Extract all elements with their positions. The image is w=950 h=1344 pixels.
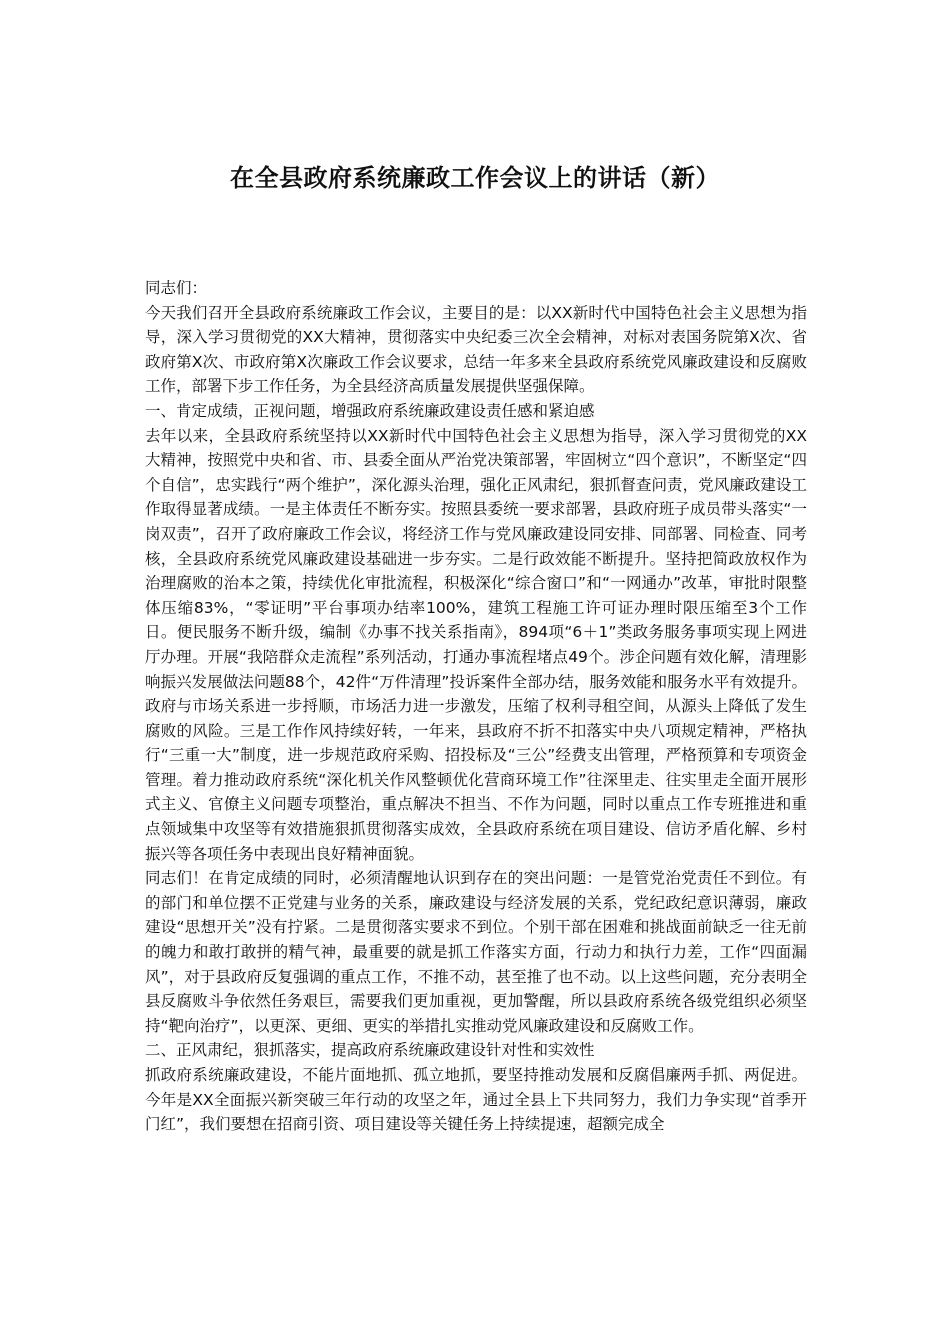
document-title: 在全县政府系统廉政工作会议上的讲话（新）: [230, 164, 720, 192]
problems-paragraph: 同志们！在肯定成绩的同时，必须清醒地认识到存在的突出问题：一是管党治党责任不到位。有的部门和单位摆不正党建与业务的关系，廉政建设与经济发展的关系，党纪政纪意识薄弱，廉政建设“思想开关”没有拧紧。二是贯彻落实要求不到位。个别干部在困难和挑战面前缺乏一往无前的魄力和敢打敢拼的精气神，最重要的就是抓工作落实方面，行动力和执行力差，工作“四面漏风”，对于县政府反复强调的重点工作，不推不动，甚至推了也不动。以上这些问题，充分表明全县反腐败斗争依然任务艰巨，需要我们更加重视，更加警醒，所以县政府系统各级党组织必须坚持“靶向治疗”，以更深、更细、更实的举措扎实推动党风廉政建设和反腐败工作。: [145, 869, 807, 1035]
document-body: [145, 276, 807, 1137]
intro-paragraph: 今天我们召开全县政府系统廉政工作会议，主要目的是：以XX新时代中国特色社会主义思想为指导，深入学习贯彻党的XX大精神，贯彻落实中央纪委三次全会精神，对标对表国务院第X次、省政府第X次、市政府第X次廉政工作会议要求，总结一年多来全县政府系统党风廉政建设和反腐败工作，部署下步工作任务，为全县经济高质量发展提供坚强保障。: [145, 303, 807, 396]
achievements-paragraph: 去年以来，全县政府系统坚持以XX新时代中国特色社会主义思想为指导，深入学习贯彻党的XX大精神，按照党中央和省、市、县委全面从严治党决策部署，牢固树立“四个意识”，不断坚定“四个自信”，忠实践行“两个维护”，深化源头治理，强化正风肃纪，狠抓督查问责，党风廉政建设工作取得显著成绩。一是主体责任不断夯实。按照县委统一要求部署，县政府班子成员带头落实“一岗双责”，召开了政府廉政工作会议，将经济工作与党风廉政建设同安排、同部署、同检查、同考核，全县政府系统党风廉政建设基础进一步夯实。二是行政效能不断提升。坚持把简政放权作为治理腐败的治本之策，持续优化审批流程，积极深化“综合窗口”和“一网通办”改革，审批时限整体压缩83%，“零证明”平台事项办结率100%，建筑工程施工许可证办理时限压缩至3个工作日。便民服务不断升级，编制《办事不找关系指南》，894项“6＋1”类政务服务事项实现上网进厅办理。开展“我陪群众走流程”系列活动，打通办事流程堵点49个。涉企问题有效化解，清理影响振兴发展做法问题88个，42件“万件清理”投诉案件全部办结，服务效能和服务水平有效提升。政府与市场关系进一步捋顺，市场活力进一步激发，压缩了权利寻租空间，从源头上降低了发生腐败的风险。三是工作作风持续好转，一年来，县政府不折不扣落实中央八项规定精神，严格执行“三重一大”制度，进一步规范政府采购、招投标及“三公”经费支出管理，严格预算和专项资金管理。着力推动政府系统“深化机关作风整顿优化营商环境工作”往深里走、往实里走全面开展形式主义、官僚主义问题专项整治，重点解决不担当、不作为问题，同时以重点工作专班推进和重点领域集中攻坚等有效措施狠抓贯彻落实成效，全县政府系统在项目建设、信访矛盾化解、乡村振兴等各项任务中表现出良好精神面貌。: [145, 426, 807, 863]
salutation: 同志们：: [145, 279, 208, 297]
discipline-paragraph: 抓政府系统廉政建设，不能片面地抓、孤立地抓，要坚持推动发展和反腐倡廉两手抓、两促进。今年是XX全面振兴新突破三年行动的攻坚之年，通过全县上下共同努力，我们力争实现“首季开门红”，我们要想在招商引资、项目建设等关键任务上持续提速，超额完成全: [145, 1066, 807, 1134]
section-heading-2: 二、正风肃纪，狠抓落实，提高政府系统廉政建设针对性和实效性: [145, 1041, 595, 1060]
section-heading-1: 一、肯定成绩，正视问题，增强政府系统廉政建设责任感和紧迫感: [145, 401, 595, 420]
